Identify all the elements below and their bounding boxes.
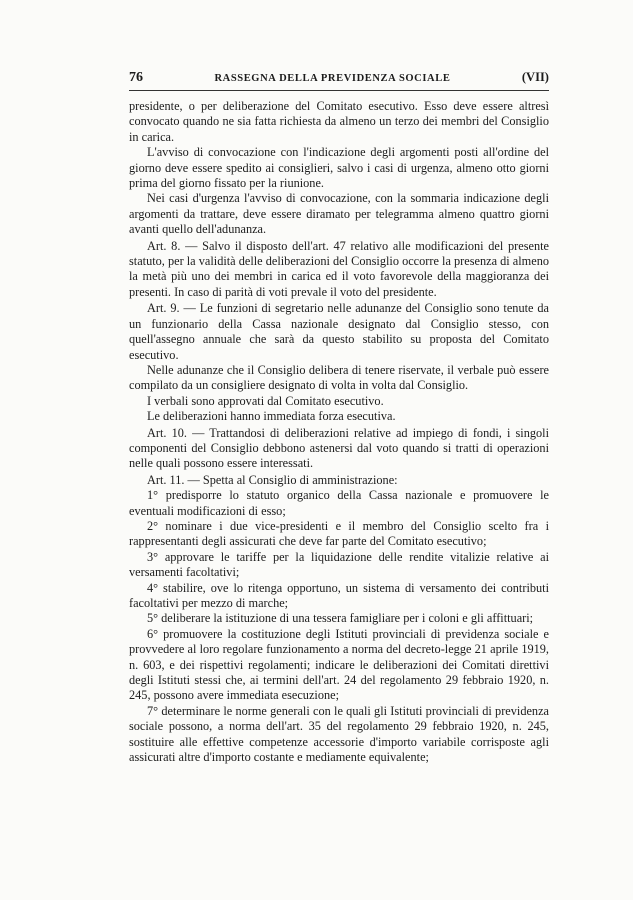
list-item: 3° approvare le tariffe per la liquidazione delle rendite vitalizie relative ai versamenti facoltativi; bbox=[129, 549, 549, 580]
paragraph: Nelle adunanze che il Consiglio delibera di tenere riservate, il verbale può essere compilato da un consigliere designato di volta in volta dal Consiglio. bbox=[129, 362, 549, 393]
section-number: (VII) bbox=[521, 70, 549, 84]
body-text bbox=[129, 99, 549, 765]
article-8: Art. 8. — Salvo il disposto dell'art. 47 relativo alle modificazioni del presente statuto, per la validità delle deliberazioni del Consiglio occorre la presenza di almeno la metà più uno dei membri in carica ed il voto favorevole della maggioranza dei presenti. In caso di parità di voti prevale il voto del presidente. bbox=[129, 238, 549, 299]
paragraph: presidente, o per deliberazione del Comitato esecutivo. Esso deve essere altresì convocato quando ne sia fatta richiesta da almeno un terzo dei membri del Consiglio in carica. bbox=[129, 99, 549, 144]
list-item: 2° nominare i due vice-presidenti e il membro del Consiglio scelto fra i rappresentanti degli assicurati che deve far parte del Comitato esecutivo; bbox=[129, 518, 549, 549]
document-page bbox=[129, 70, 549, 765]
article-9: Art. 9. — Le funzioni di segretario nelle adunanze del Consiglio sono tenute da un funzionario della Cassa nazionale designato dal Consiglio stesso, con quell'assegno annuale che sarà da questo stabilito su proposta del Comitato esecutivo. bbox=[129, 301, 549, 362]
article-10: Art. 10. — Trattandosi di deliberazioni relative ad impiego di fondi, i singoli componenti del Consiglio debbono astenersi dal voto quando si tratti di operazioni nelle quali possono essere interessati. bbox=[129, 425, 549, 471]
running-title: RASSEGNA DELLA PREVIDENZA SOCIALE bbox=[214, 73, 451, 84]
list-item: 6° promuovere la costituzione degli Istituti provinciali di previdenza sociale e provvedere al loro regolare funzionamento a norma del decreto-legge 21 aprile 1919, n. 603, e dei rispettivi regolamenti; indicare le deliberazioni dei Comitati direttivi degli Istituti stessi che, ai termini dell'art. 24 del regolamento 29 febbraio 1920, n. 245, possono avere immediata esecuzione; bbox=[129, 626, 549, 703]
paragraph: L'avviso di convocazione con l'indicazione degli argomenti posti all'ordine del giorno deve essere spedito ai consiglieri, salvo i casi di urgenza, almeno otto giorni prima del giorno fissato per la riunione. bbox=[129, 145, 549, 191]
article-11: Art. 11. — Spetta al Consiglio di amministrazione: bbox=[147, 472, 398, 487]
paragraph: Le deliberazioni hanno immediata forza esecutiva. bbox=[147, 409, 396, 424]
list-item: 5° deliberare la istituzione di una tessera famigliare per i coloni e gli affittuari; bbox=[147, 611, 534, 626]
list-item: 7° determinare le norme generali con le quali gli Istituti provinciali di previdenza sociale possono, a norma dell'art. 35 del regolamento 29 febbraio 1920, n. 245, sostituire alle effettive competenze accessorie d'importo variabile corrisposte agli assicurati altre d'importo costante e mediamente equivalente; bbox=[129, 703, 549, 765]
paragraph: Nei casi d'urgenza l'avviso di convocazione, con la sommaria indicazione degli argomenti da trattare, deve essere diramato per telegramma almeno quattro giorni avanti quello dell'adunanza. bbox=[129, 191, 549, 237]
running-header bbox=[129, 70, 549, 91]
list-item: 1° predisporre lo statuto organico della Cassa nazionale e promuovere le eventuali modificazioni di esso; bbox=[129, 488, 549, 518]
list-item: 4° stabilire, ove lo ritenga opportuno, un sistema di versamento dei contributi facoltativi per mezzo di marche; bbox=[129, 580, 549, 610]
page-number: 76 bbox=[129, 70, 143, 85]
paragraph: I verbali sono approvati dal Comitato esecutivo. bbox=[147, 393, 384, 408]
